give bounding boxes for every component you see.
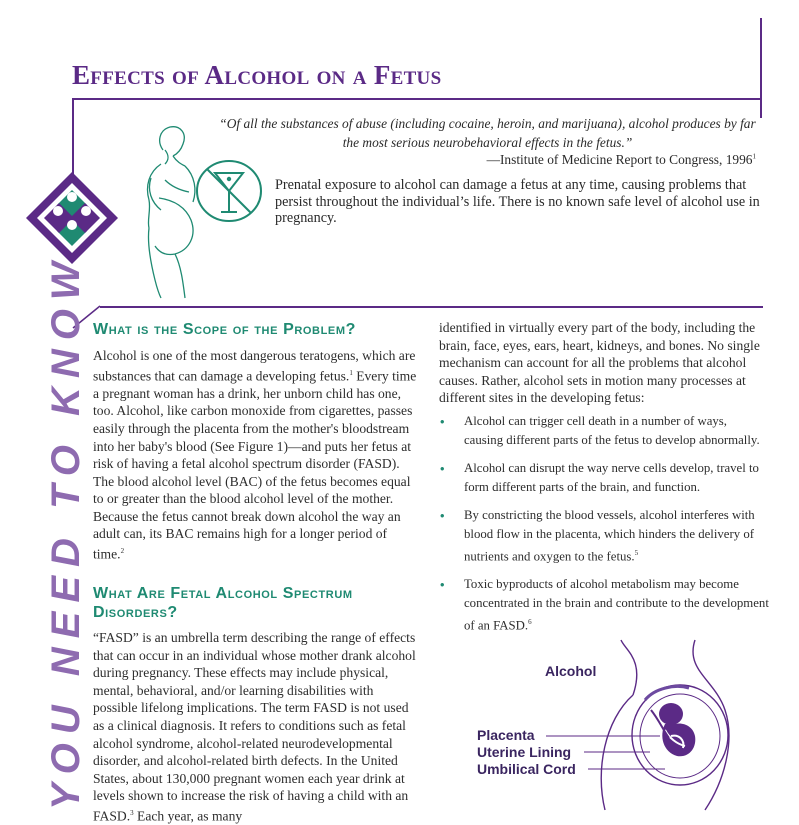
section-rule <box>100 306 763 308</box>
col2-paragraph: identified in virtually every part of the body, including the brain, face, eyes, ears, heart, kidneys, and bones. No single mechanism can account for all the problems that alcohol causes. Rather, alcohol sets in motion many processes at different sites in the developing fetus: <box>439 320 760 406</box>
list-item: • By constricting the blood vessels, alcohol interferes with blood flow in the placenta, which hinders the delivery of nutrients and oxygen to the fetus.$^5$ <box>440 508 755 564</box>
title-underline <box>72 98 762 100</box>
section-heading-fasd: What Are Fetal Alcohol Spectrum Disorders? <box>93 585 353 621</box>
diagram-label-placenta: Placenta <box>477 727 535 743</box>
diagram-label-uterine-lining: Uterine Lining <box>477 744 572 760</box>
side-label: YOU NEED TO KNOW <box>44 253 88 810</box>
fasd-paragraph: “FASD” is an umbrella term describing the range of effects that can occur in an individual whose mother drank alcohol during pregnancy. These effects may include physical, mental, behavioral, and/or learning disabilities with possible lifelong implications. The term FASD is not used as a clinical diagnosis. It refers to conditions such as fetal alcohol syndrome, alcohol-related neurodevelopmental disorder, and alcohol-related birth defects. In the United States, about 130,000 pregnant women each year drink at levels shown to increase the risk of having a child with an FASD.$^3$ Each year, as many <box>93 630 416 824</box>
top-right-rule <box>760 18 762 118</box>
process-list <box>439 412 769 645</box>
diagram-label-alcohol: Alcohol <box>545 663 597 679</box>
logo-icon <box>24 170 120 266</box>
scope-paragraph: Alcohol is one of the most dangerous teratogens, which are substances that can damage a developing fetus.$^1$ Every time a pregnant woman has a drink, her unborn child has one, too. Alcohol, like carbon monoxide from cigarettes, passes easily through the placenta from the mother's bloodstream into her baby's blood (See Figure 1)—and puts her fetus at risk of having a fetal alcohol spectrum disorder (FASD). The blood alcohol level (BAC) of the fetus becomes equal to or greater than the blood alcohol level of the mother. Because the fetus cannot break down alcohol the way an adult can, its BAC remains high for a longer period of time.$^2$ <box>93 348 417 562</box>
intro-paragraph: Prenatal exposure to alcohol can damage a fetus at any time, causing problems that persist throughout the individual’s life. There is no known safe level of alcohol use in pregnancy. <box>275 177 760 226</box>
list-item: • Toxic byproducts of alcohol metabolism may become concentrated in the brain and contribute to the development of an FASD.$^6$ <box>440 577 769 633</box>
section-heading-scope: What is the Scope of the Problem? <box>93 321 356 338</box>
footnote-ref: 1 <box>752 152 756 161</box>
page-title: Effects of Alcohol on a Fetus <box>72 60 442 90</box>
fetus-diagram <box>585 640 765 810</box>
quote-attribution: —Institute of Medicine Report to Congress, 1996$^1$ <box>486 152 756 167</box>
list-item: • Alcohol can disrupt the way nerve cells develop, travel to form different parts of the brain, and function. <box>440 461 759 494</box>
diagram-leader-lines <box>540 730 670 780</box>
no-alcohol-icon <box>193 157 265 225</box>
list-item: • Alcohol can trigger cell death in a number of ways, causing different parts of the fetus to develop abnormally. <box>440 414 760 447</box>
diagram-label-umbilical-cord: Umbilical Cord <box>477 761 576 777</box>
quote-text: “Of all the substances of abuse (including cocaine, heroin, and marijuana), alcohol produces by far the most serious neurobehavioral effects in the fetus.” <box>219 116 756 150</box>
